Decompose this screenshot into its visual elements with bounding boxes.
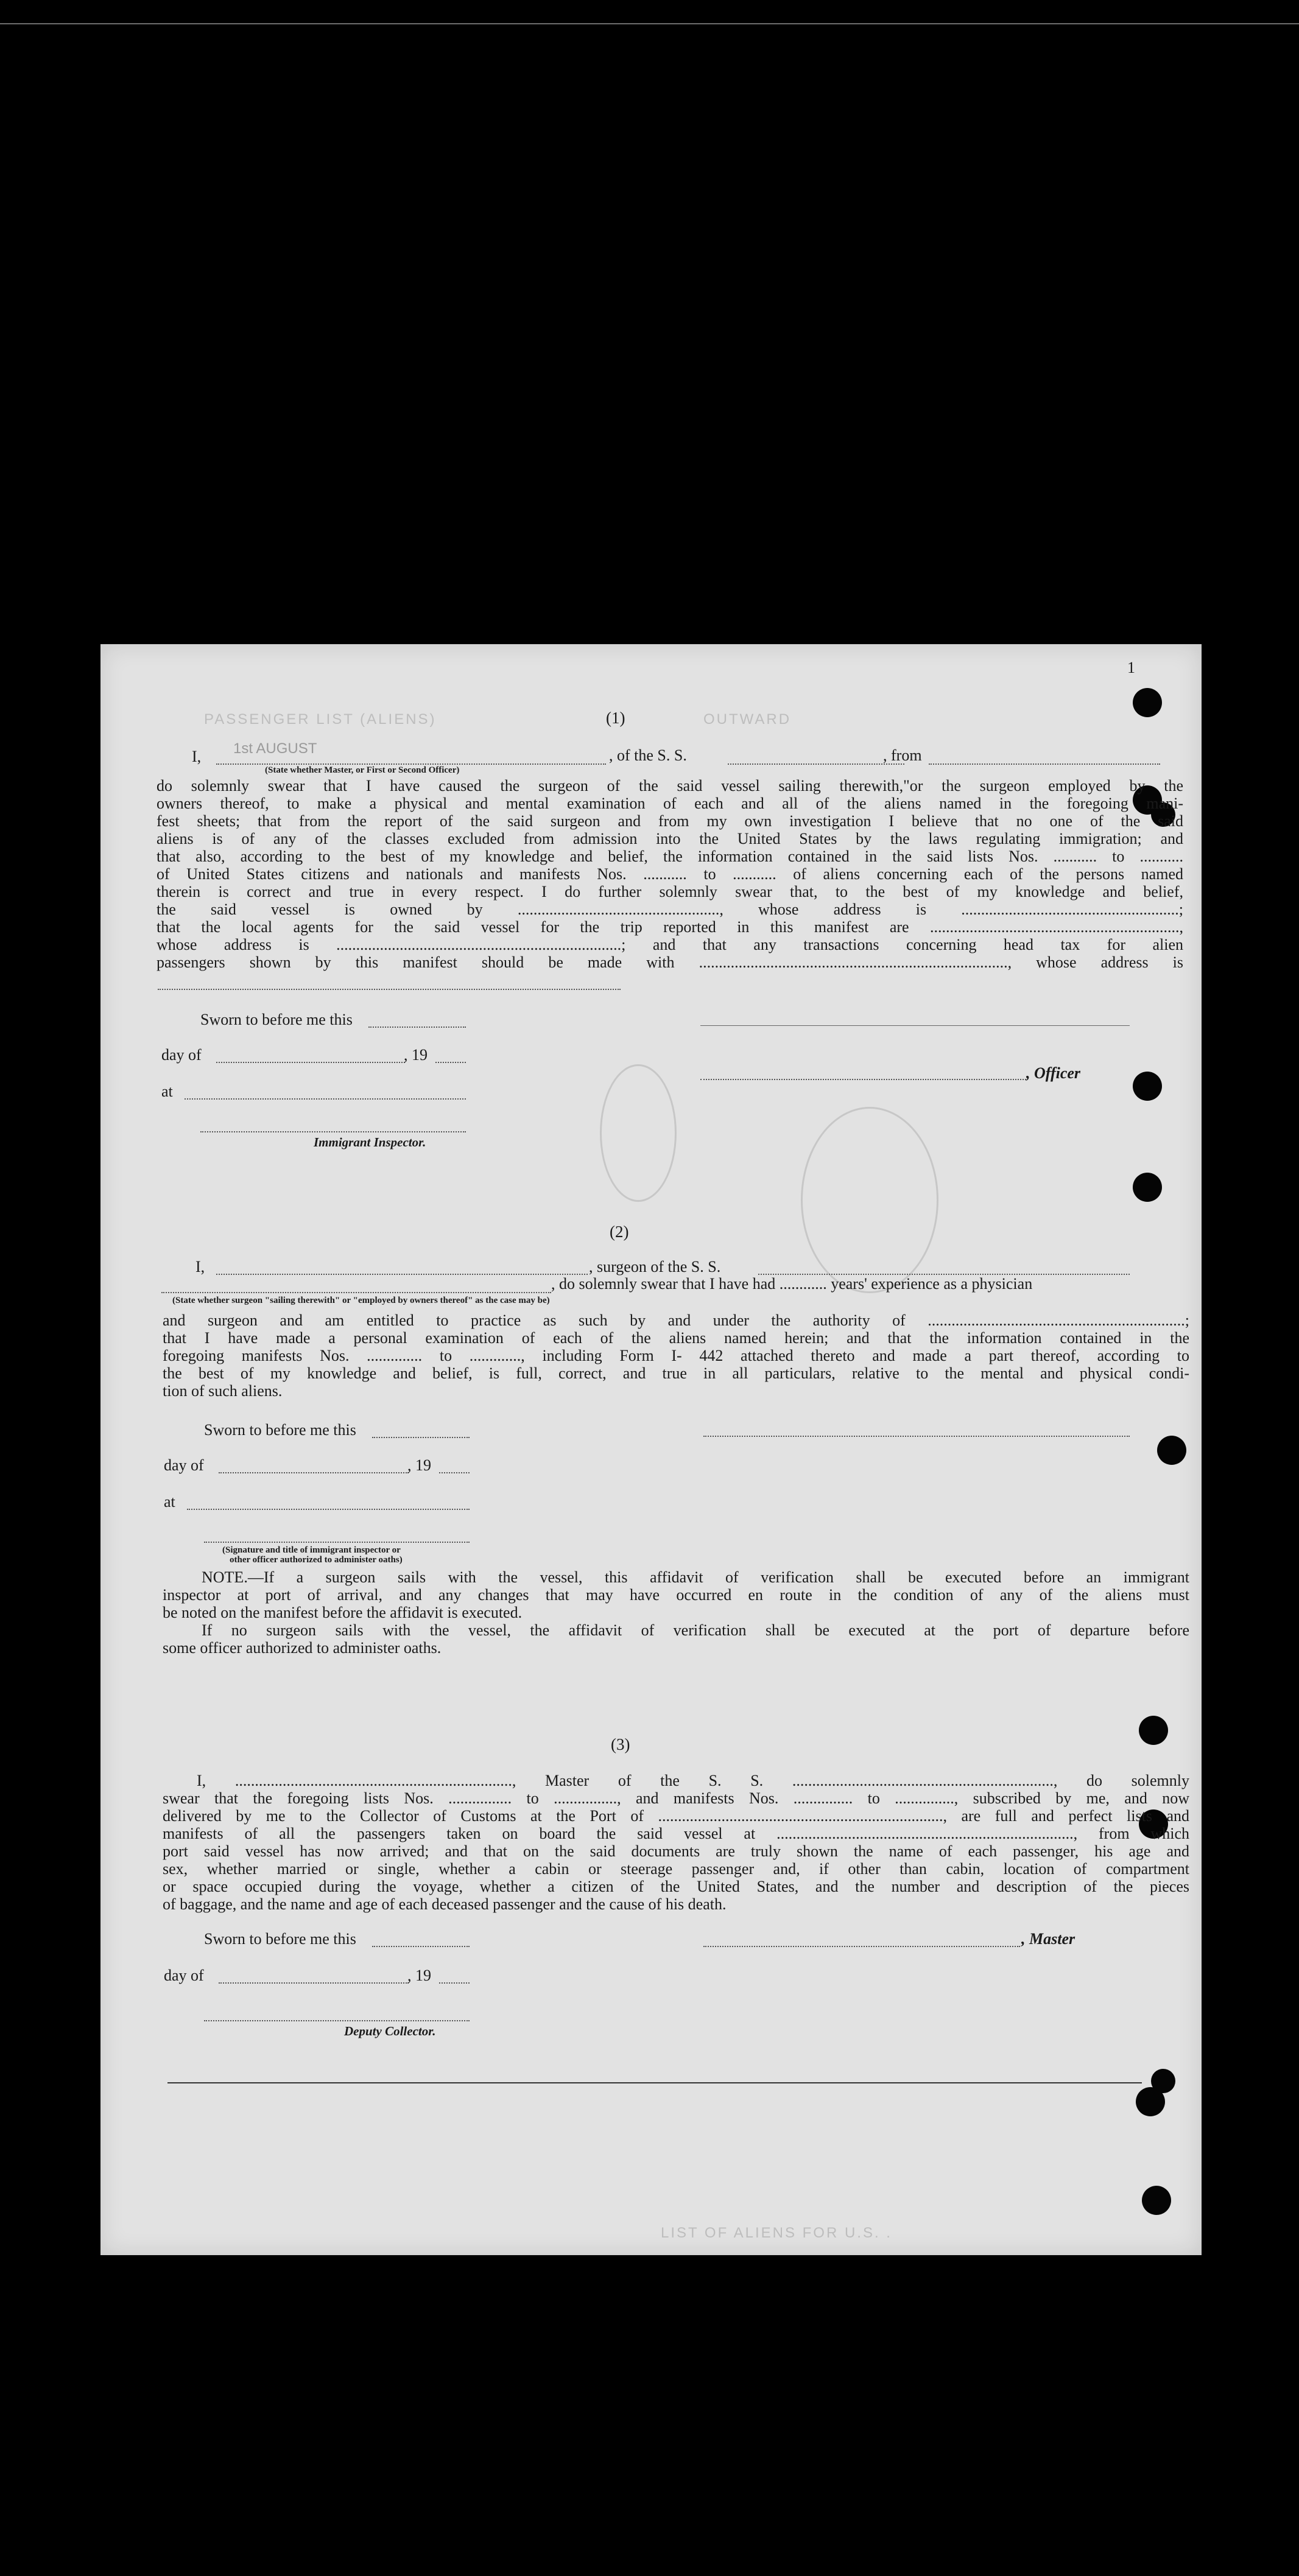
note-line: some officer authorized to administer oaths. xyxy=(163,1639,442,1657)
surgeon-line: and surgeon and am entitled to practice as such by and under the authority of .................................................................; xyxy=(163,1311,1189,1329)
oath-line: owners thereof, to make a physical and mental examination of each and all of the aliens named in the foregoing mani- xyxy=(157,795,1183,812)
section1-at-field[interactable] xyxy=(185,1098,466,1100)
section1-at-label: at xyxy=(161,1083,173,1100)
master-label: , Master xyxy=(1021,1930,1075,1948)
surgeon-swear-line: , do solemnly swear that I have had ............ years' experience as a physician xyxy=(551,1275,1033,1293)
punch-hole xyxy=(1136,2087,1165,2116)
note-line: be noted on the manifest before the affidavit is executed. xyxy=(163,1604,523,1621)
surgeon-line: the best of my knowledge and belief, is full, correct, and true in all particulars, relative to the mental and physical condi- xyxy=(163,1364,1189,1382)
section2-i-prefix: I, xyxy=(195,1258,205,1276)
vessel-name-field[interactable] xyxy=(728,763,904,765)
section2-sworn-label: Sworn to before me this xyxy=(204,1421,356,1439)
master-line: I, ......................................................................, Master of the S. S. .................................................................., do solemnly xyxy=(197,1772,1189,1789)
section3-sworn-label: Sworn to before me this xyxy=(204,1930,356,1948)
ghost-header-middle: OUTWARD xyxy=(703,711,792,728)
section2-at-label: at xyxy=(164,1493,175,1511)
oath-line: the said vessel is owned by ..................................................., whose address is .......................................................; xyxy=(157,900,1183,918)
note-line: If no surgeon sails with the vessel, the affidavit of verification shall be executed at the port of departure before xyxy=(202,1621,1189,1639)
section2-inspector-signature-field[interactable] xyxy=(204,1542,470,1543)
note-line: NOTE.—If a surgeon sails with the vessel, this affidavit of verification shall be executed before an immigrant xyxy=(202,1568,1189,1586)
pencil-mark xyxy=(600,1064,677,1202)
punch-hole xyxy=(1139,1716,1168,1745)
bottom-rule xyxy=(167,2082,1142,2083)
section3-year-field[interactable] xyxy=(439,1982,470,1984)
section2-day-field[interactable] xyxy=(219,1472,409,1473)
oath-line: aliens is of any of the classes excluded from admission into the United States by the laws regulating immigration; and xyxy=(157,830,1183,848)
oath-line: that also, according to the best of my knowledge and belief, the information contained in the said lists Nos. ........... to ........... xyxy=(157,848,1183,865)
master-signature-field[interactable] xyxy=(703,1946,1020,1947)
section2-year-field[interactable] xyxy=(439,1472,470,1473)
inspector-title-caption-line: (Signature and title of immigrant inspector or xyxy=(222,1545,401,1555)
inspector-signature-field[interactable] xyxy=(200,1131,466,1132)
section2-year-label: , 19 xyxy=(407,1456,431,1474)
head-tax-address-field[interactable] xyxy=(158,989,621,990)
section1-oath-text xyxy=(157,777,1183,971)
ghost-footer: LIST OF ALIENS FOR U.S. . xyxy=(661,2225,892,2241)
punch-hole xyxy=(1133,688,1162,717)
section1-officer-signature-line[interactable] xyxy=(700,1025,1130,1026)
master-line: sex, whether married or single, whether a cabin or steerage passenger and, if other than cabin, location of compartment xyxy=(163,1860,1189,1878)
master-line: port said vessel has now arrived; and that on the said documents are truly shown the name of each passenger, his age and xyxy=(163,1842,1189,1860)
section2-day-of-label: day of xyxy=(164,1456,204,1474)
section1-year-field[interactable] xyxy=(435,1062,466,1063)
oath-line: fest sheets; that from the report of the said surgeon and from my own investigation I believe that no one of the said xyxy=(157,812,1183,830)
collector-caption: Deputy Collector. xyxy=(344,2024,436,2038)
section2-sworn-field[interactable] xyxy=(372,1437,470,1438)
punch-hole xyxy=(1142,2186,1171,2215)
page-number: 1 xyxy=(1127,659,1135,676)
punch-hole xyxy=(1157,1436,1186,1465)
section1-day-of-label: day of xyxy=(161,1046,202,1064)
officer-label: , Officer xyxy=(1026,1064,1081,1082)
surgeon-line: that I have made a personal examination of each of the aliens named herein; and that the information contained in the xyxy=(163,1329,1189,1347)
surgeon-name-field[interactable] xyxy=(216,1274,588,1275)
from-label: , from xyxy=(883,746,922,764)
oath-line: of United States citizens and nationals and manifests Nos. ........... to ........... of aliens concerning each of the persons named xyxy=(157,865,1183,883)
section1-officer-field[interactable] xyxy=(700,1079,1026,1080)
manifest-page xyxy=(100,644,1202,2255)
officer-name-field[interactable] xyxy=(216,763,606,765)
master-line: or space occupied during the voyage, whether a citizen of the United States, and the number and description of the pieces xyxy=(163,1878,1189,1895)
ghost-header-left: PASSENGER LIST (ALIENS) xyxy=(204,711,437,728)
surgeon-line: foregoing manifests Nos. .............. to ............., including Form I- 442 attached thereto and made a part thereof, according to xyxy=(163,1347,1189,1364)
surgeon-of-label: , surgeon of the S. S. xyxy=(589,1258,721,1276)
section1-day-field[interactable] xyxy=(216,1062,405,1063)
surgeon-note xyxy=(163,1568,1189,1657)
of-ss-label: , of the S. S. xyxy=(609,746,687,764)
master-line: of baggage, and the name and age of each deceased passenger and the cause of his death. xyxy=(163,1895,727,1913)
section3-day-field[interactable] xyxy=(219,1982,409,1984)
inspector-caption: Immigrant Inspector. xyxy=(314,1135,426,1149)
section1-number: (1) xyxy=(606,709,625,727)
section3-sworn-field[interactable] xyxy=(372,1946,470,1947)
inspector-title-caption-line: other officer authorized to administer oaths) xyxy=(230,1555,403,1565)
section1-sworn-field[interactable] xyxy=(368,1027,466,1028)
section1-sworn-label: Sworn to before me this xyxy=(200,1011,353,1028)
section2-at-field[interactable] xyxy=(187,1509,470,1510)
master-line: manifests of all the passengers taken on board the said vessel at ..........................................................................., from which xyxy=(163,1825,1189,1842)
master-line: swear that the foregoing lists Nos. ................ to ................, and manifests Nos. ............... to ..............., subscribed by me, and now xyxy=(163,1789,1189,1807)
oath-line: passengers shown by this manifest should be made with .............................................................................., whose address is xyxy=(157,953,1183,971)
section3-year-label: , 19 xyxy=(407,1967,431,1984)
section3-day-of-label: day of xyxy=(164,1967,204,1984)
section2-surgeon-signature-field[interactable] xyxy=(703,1436,1130,1437)
section3-number: (3) xyxy=(611,1735,630,1753)
oath-line: that the local agents for the said vessel for the trip reported in this manifest are ..............................................................., xyxy=(157,918,1183,936)
section3-oath-text xyxy=(163,1772,1189,1913)
section2-oath-text xyxy=(163,1311,1189,1400)
oath-line: whose address is ........................................................................; and that any transactions concerning head tax for alien xyxy=(157,936,1183,953)
surgeon-caption: (State whether surgeon "sailing therewith" or "employed by owners thereof" as the case may be) xyxy=(172,1296,550,1305)
section1-year-label: , 19 xyxy=(404,1046,428,1064)
from-port-field[interactable] xyxy=(929,763,1160,765)
punch-hole xyxy=(1133,1173,1162,1202)
surgeon-line: tion of such aliens. xyxy=(163,1382,283,1400)
master-line: delivered by me to the Collector of Customs at the Port of ........................................................................, are full and perfect lists and xyxy=(163,1807,1189,1825)
pencil-mark xyxy=(801,1107,938,1293)
section1-i-prefix: I, xyxy=(192,748,202,765)
note-line: inspector at port of arrival, and any changes that may have occurred en route in the condition of any of the aliens must xyxy=(163,1586,1189,1604)
collector-signature-field[interactable] xyxy=(204,2020,470,2021)
oath-line: do solemnly swear that I have caused the surgeon of the said vessel sailing therewith,"or the surgeon employed by the xyxy=(157,777,1183,795)
section2-number: (2) xyxy=(610,1223,629,1241)
officer-caption: (State whether Master, or First or Second Officer) xyxy=(265,765,460,775)
scan-top-rule xyxy=(0,23,1299,24)
surgeon-status-field[interactable] xyxy=(161,1292,551,1293)
punch-hole xyxy=(1133,1072,1162,1101)
oath-line: therein is correct and true in every respect. I do further solemnly swear that, to the best of my knowledge and belief, xyxy=(157,883,1183,900)
ghost-name-row: 1st AUGUST xyxy=(233,740,317,757)
